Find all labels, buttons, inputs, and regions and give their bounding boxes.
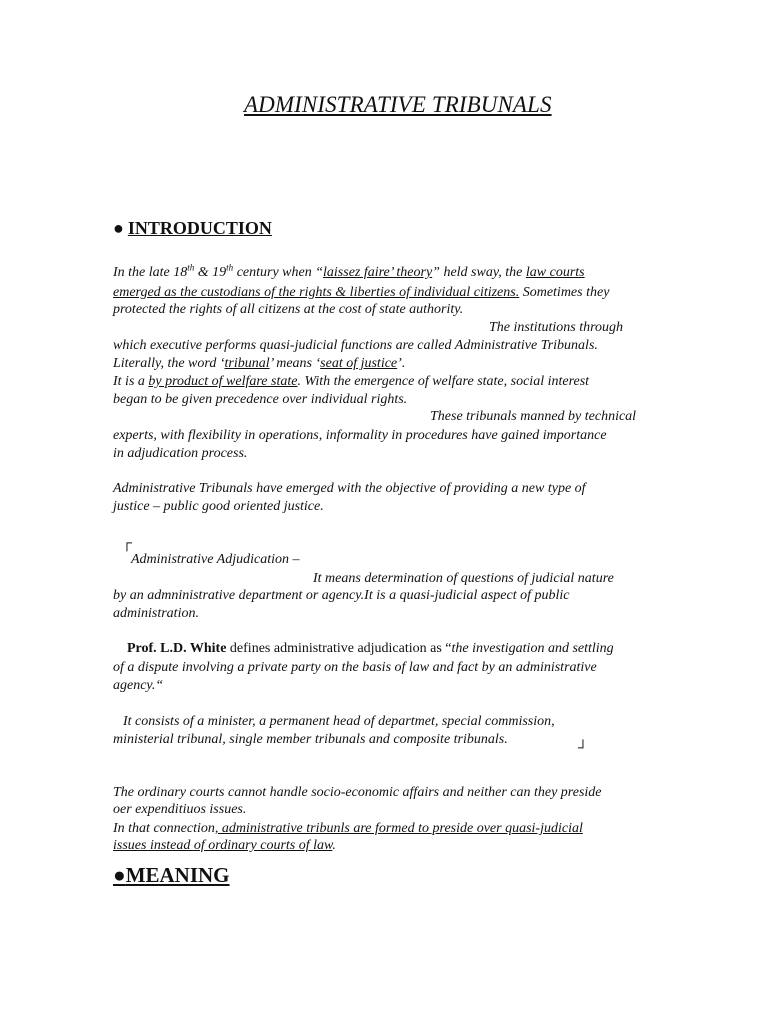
superscript: th bbox=[226, 262, 234, 273]
page-title: ADMINISTRATIVE TRIBUNALS bbox=[244, 92, 552, 117]
objective-line-1: Administrative Tribunals have emerged with the objective of providing a new type of bbox=[113, 481, 586, 496]
underlined-text: issues instead of ordinary courts of law bbox=[113, 838, 333, 853]
introduction-heading-text: INTRODUCTION bbox=[127, 218, 272, 238]
intro-text: & 19 bbox=[194, 265, 227, 280]
white-definition-line-3: agency.“ bbox=[113, 678, 164, 693]
white-definition-line-2: of a dispute involving a private party on the basis of law and fact by an administrative bbox=[113, 660, 597, 675]
intro-line-4: The institutions through bbox=[489, 320, 624, 335]
underlined-text: laissez faire’ theory bbox=[323, 265, 433, 280]
intro-line-2 bbox=[113, 284, 609, 302]
consists-line-2: ministerial tribunal, single member tribunals and composite tribunals. bbox=[113, 732, 508, 747]
intro-line-7 bbox=[113, 373, 589, 391]
closing-line-1: The ordinary courts cannot handle socio-economic affairs and neither can they preside bbox=[113, 785, 602, 800]
section-heading-meaning bbox=[113, 863, 230, 888]
intro-text: ” held sway, the bbox=[432, 265, 526, 280]
intro-text: ’. bbox=[397, 356, 406, 371]
adjudication-line-2: by an admninistrative department or agency.It is a quasi-judicial aspect of public bbox=[113, 588, 570, 603]
closing-text: In that connection bbox=[113, 821, 215, 836]
intro-line-10: experts, with flexibility in operations, informality in procedures have gained importance bbox=[113, 428, 607, 443]
intro-text: In the late 18 bbox=[113, 265, 188, 280]
adjudication-line-3: administration. bbox=[113, 606, 199, 621]
definition-text: defines administrative adjudication as “ bbox=[226, 641, 452, 656]
open-bracket-icon: ┌ bbox=[122, 536, 132, 551]
intro-text: ’ means ‘ bbox=[269, 356, 321, 371]
intro-text: century when “ bbox=[233, 265, 324, 280]
intro-text: Sometimes they bbox=[519, 285, 610, 300]
consists-line-1: It consists of a minister, a permanent head of departmet, special commission, bbox=[123, 714, 555, 729]
underlined-text: law courts bbox=[525, 265, 585, 280]
intro-line-6 bbox=[113, 355, 405, 373]
closing-text: . bbox=[332, 838, 336, 853]
intro-line-8: began to be given precedence over individual rights. bbox=[113, 392, 408, 407]
underlined-text: tribunal bbox=[224, 356, 270, 371]
closing-line-4 bbox=[113, 837, 336, 855]
quoted-text: the investigation and settling bbox=[451, 641, 614, 656]
closing-line-2: oer expenditiuos issues. bbox=[113, 802, 247, 817]
intro-line-9: These tribunals manned by technical bbox=[430, 409, 637, 424]
meaning-heading-text: MEANING bbox=[125, 863, 230, 887]
bullet-icon: ● bbox=[113, 218, 124, 238]
closing-line-3 bbox=[113, 820, 583, 838]
intro-line-5: which executive performs quasi-judicial functions are called Administrative Tribunals. bbox=[113, 338, 598, 353]
underlined-text: seat of justice bbox=[320, 356, 398, 371]
superscript: th bbox=[187, 262, 195, 273]
intro-text: It is a bbox=[113, 374, 149, 389]
adjudication-line-1: It means determination of questions of judicial nature bbox=[313, 571, 614, 586]
underlined-text: emerged as the custodians of the rights & liberties of individual citizens. bbox=[113, 285, 520, 300]
close-bracket-icon: ┘ bbox=[578, 741, 588, 756]
bullet-icon: ● bbox=[113, 863, 126, 887]
intro-line-11: in adjudication process. bbox=[113, 446, 248, 461]
intro-line-3: protected the rights of all citizens at the cost of state authority. bbox=[113, 302, 464, 317]
objective-line-2: justice – public good oriented justice. bbox=[113, 499, 324, 514]
underlined-text: by product of welfare state bbox=[148, 374, 298, 389]
white-definition-line-1 bbox=[127, 640, 614, 658]
author-name: Prof. L.D. White bbox=[127, 641, 227, 656]
adjudication-heading: Administrative Adjudication – bbox=[131, 552, 300, 567]
intro-text: Literally, the word ‘ bbox=[113, 356, 225, 371]
section-heading-introduction bbox=[113, 218, 272, 239]
intro-text: . With the emergence of welfare state, social interest bbox=[297, 374, 590, 389]
underlined-text: , administrative tribunls are formed to preside over quasi-judicial bbox=[214, 821, 583, 836]
intro-line-1 bbox=[113, 264, 585, 282]
